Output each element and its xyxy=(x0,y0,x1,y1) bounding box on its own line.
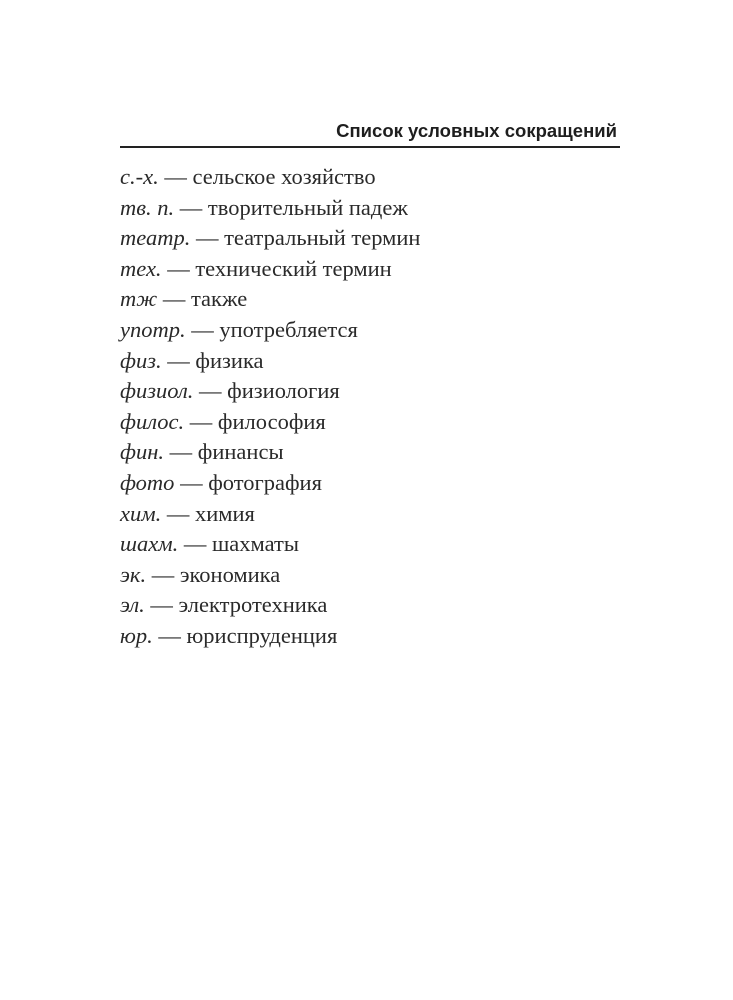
list-item xyxy=(120,499,420,530)
separator: — xyxy=(161,347,196,373)
list-item xyxy=(120,468,420,499)
separator: — xyxy=(193,378,228,404)
separator: — xyxy=(164,439,198,465)
abbreviation: филос. xyxy=(120,408,185,434)
list-item xyxy=(120,346,420,377)
list-item xyxy=(120,223,420,254)
meaning: употребляется xyxy=(219,316,358,342)
meaning: экономика xyxy=(179,561,281,587)
abbreviation: хим. xyxy=(120,500,162,526)
abbreviation: физиол. xyxy=(120,378,194,404)
header-rule xyxy=(120,146,620,148)
list-item xyxy=(120,529,420,560)
abbreviation: шахм. xyxy=(120,531,179,557)
separator: — xyxy=(144,592,179,618)
meaning: юриспруденция xyxy=(186,622,338,648)
abbreviation: тв. п. xyxy=(120,194,175,220)
list-item xyxy=(120,590,420,621)
meaning: философия xyxy=(217,408,326,434)
abbreviation: фин. xyxy=(120,439,165,465)
separator: — xyxy=(178,531,212,557)
meaning: театральный термин xyxy=(224,225,421,251)
meaning: финансы xyxy=(197,439,284,465)
meaning: фотография xyxy=(208,469,322,495)
abbreviation: эл. xyxy=(120,592,145,618)
separator: — xyxy=(158,164,193,189)
list-item xyxy=(120,315,420,346)
meaning: также xyxy=(190,286,248,312)
abbreviation: физ. xyxy=(120,347,162,373)
separator: — xyxy=(190,225,225,251)
separator: — xyxy=(174,194,208,220)
separator: — xyxy=(174,469,209,495)
list-item xyxy=(120,407,420,438)
meaning: физиология xyxy=(227,378,340,404)
list-item xyxy=(120,560,420,591)
separator: — xyxy=(152,622,187,648)
separator: — xyxy=(161,255,196,281)
abbreviation-list xyxy=(120,162,420,652)
meaning: электротехника xyxy=(178,592,328,618)
list-item xyxy=(120,284,420,315)
separator: — xyxy=(185,316,220,342)
list-item xyxy=(120,254,420,285)
abbreviation: фото xyxy=(120,469,175,495)
abbreviation: употр. xyxy=(120,316,186,342)
abbreviation: тех. xyxy=(120,255,162,281)
list-item xyxy=(120,162,420,193)
separator: — xyxy=(161,500,195,526)
meaning: сельское хозяйство xyxy=(192,164,376,189)
abbreviation: с.-х. xyxy=(120,164,159,189)
abbreviation: тж xyxy=(120,286,158,312)
separator: — xyxy=(184,408,218,434)
meaning: физика xyxy=(195,347,264,373)
abbreviation: театр. xyxy=(120,225,191,251)
list-item xyxy=(120,437,420,468)
abbreviation: эк. xyxy=(120,561,147,587)
separator: — xyxy=(146,561,180,587)
meaning: химия xyxy=(194,500,255,526)
meaning: технический термин xyxy=(195,255,392,281)
meaning: творительный падеж xyxy=(207,194,408,220)
abbreviation: юр. xyxy=(120,622,153,648)
separator: — xyxy=(157,286,191,312)
running-header-title: Список условных сокращений xyxy=(336,120,617,141)
meaning: шахматы xyxy=(211,531,299,557)
list-item xyxy=(120,621,420,652)
list-item xyxy=(120,193,420,224)
list-item xyxy=(120,376,420,407)
